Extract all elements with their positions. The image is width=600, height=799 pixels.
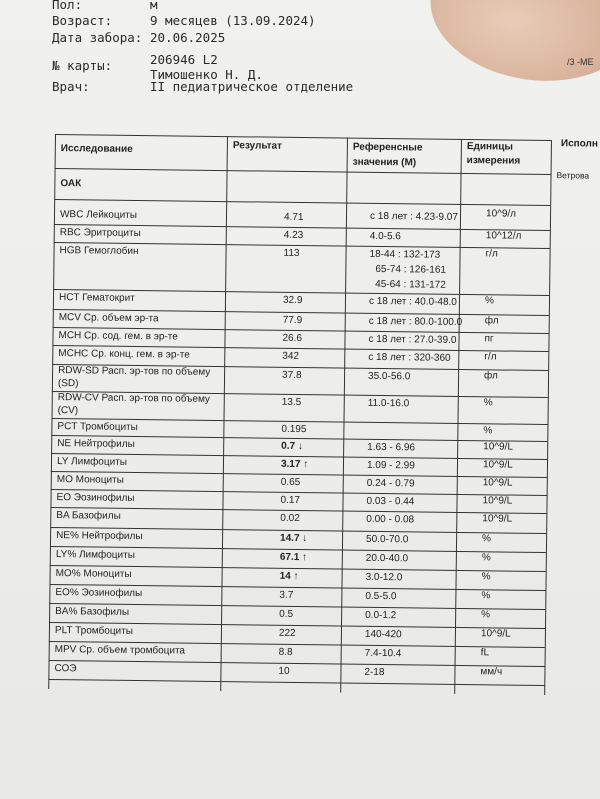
reference-range: 35.0-56.0 — [367, 370, 411, 383]
table-hline — [55, 168, 551, 175]
test-result: 0.17 — [280, 494, 301, 507]
col-header-units-2: измерения — [466, 155, 521, 167]
unit: 10^9/L — [482, 495, 513, 507]
reference-range: 0.00 - 0.08 — [366, 513, 415, 526]
unit: г/л — [484, 351, 497, 363]
test-result: 0.65 — [280, 476, 301, 489]
reference-range: 11.0-16.0 — [367, 397, 410, 410]
reference-range: с 18 лет : 320-360 — [368, 351, 451, 364]
card-number-value: 206946 L2 — [150, 52, 218, 67]
test-result: 4.71 — [283, 211, 304, 224]
test-result: 77.9 — [282, 314, 303, 327]
reference-range: 0.03 - 0.44 — [366, 495, 415, 508]
reference-range: 7.4-10.4 — [364, 647, 402, 660]
test-name: RBC Эритроциты — [59, 227, 141, 240]
unit: фл — [484, 315, 499, 327]
reference-range: с 18 лет : 80.0-100.0 — [368, 315, 463, 328]
unit: fL — [480, 647, 490, 659]
reference-range: 1.09 - 2.99 — [366, 459, 415, 472]
unit: % — [483, 397, 493, 409]
reference-range: 0.5-5.0 — [365, 590, 397, 603]
test-result: 14.7 ↓ — [280, 532, 308, 545]
test-result: 0.5 — [279, 608, 294, 620]
unit: 10^9/L — [482, 513, 513, 525]
test-name: MCHC Ср. конц. гем. в эр-те — [58, 348, 190, 361]
table-vline — [220, 136, 228, 691]
reference-range: 0.24 - 0.79 — [366, 477, 415, 490]
cut-off-header-text: /3 -МЕ — [567, 57, 594, 67]
col-header-result: Результат — [232, 140, 283, 152]
test-name: LY% Лимфоциты — [55, 549, 135, 562]
age-value: 9 месяцев (13.09.2024) — [150, 13, 316, 28]
reference-range: 4.0-5.6 — [369, 230, 401, 243]
table-vline — [544, 140, 552, 695]
unit: 10^9/л — [485, 208, 517, 220]
test-result: 8.8 — [278, 646, 293, 658]
reference-range: 20.0-40.0 — [365, 552, 409, 565]
reference-range: 1.63 - 6.96 — [367, 441, 416, 454]
finger-photo-artifact — [421, 0, 600, 94]
test-name: HCT Гематокрит — [58, 292, 135, 304]
test-result: 67.1 ↑ — [279, 551, 308, 564]
test-result: 0.195 — [281, 423, 307, 436]
unit: % — [484, 295, 494, 307]
test-result: 3.7 — [279, 589, 294, 601]
reference-range: 45-64 : 131-172 — [375, 278, 446, 291]
results-table — [48, 134, 600, 696]
unit: мм/ч — [480, 666, 503, 678]
test-result: 0.7 ↓ — [281, 440, 303, 453]
reference-range: 50.0-70.0 — [366, 533, 409, 546]
test-name: WBC Лейкоциты — [59, 209, 138, 222]
unit: % — [481, 552, 491, 564]
test-result: 113 — [283, 247, 300, 259]
test-name: MO% Моноциты — [55, 568, 132, 580]
test-result: 10 — [278, 665, 290, 677]
table-vline — [340, 138, 348, 693]
test-name: MPV Ср. объем тромбоцита — [54, 644, 186, 657]
test-result: 32.9 — [282, 294, 303, 307]
test-name-cont: (SD) — [57, 378, 79, 390]
performer-value: Ветрова — [556, 170, 590, 181]
unit: % — [481, 590, 491, 602]
reference-range: 2-18 — [364, 666, 385, 679]
test-result: 26.6 — [282, 332, 303, 345]
test-name: СОЭ — [54, 663, 77, 675]
test-result: 222 — [278, 627, 296, 639]
department: II педиатрическое отделение — [150, 79, 354, 94]
unit: 10^9/L — [482, 477, 513, 489]
test-result: 37.8 — [282, 369, 302, 382]
sex-label: Пол: — [52, 0, 83, 12]
doctor-name: Тимошенко Н. Д. — [150, 67, 263, 82]
unit: % — [481, 609, 491, 621]
reference-range: 3.0-12.0 — [365, 571, 403, 584]
reference-range: с 18 лет : 40.0-48.0 — [368, 295, 457, 308]
test-result: 3.17 ↑ — [280, 458, 309, 471]
table-hline — [49, 660, 545, 667]
test-result: 342 — [282, 350, 300, 362]
reference-range: с 18 лет : 27.0-39.0 — [368, 333, 457, 346]
test-result: 4.23 — [283, 229, 304, 242]
age-label: Возраст: — [52, 13, 113, 28]
test-name-cont: (CV) — [57, 405, 79, 417]
test-name: MCV Ср. объем эр-та — [58, 312, 159, 325]
unit: фл — [484, 370, 498, 382]
test-name: BA Базофилы — [56, 510, 121, 522]
unit: 10^12/л — [485, 230, 522, 242]
collection-date-label: Дата забора: — [52, 30, 143, 45]
unit: % — [483, 425, 493, 437]
unit: 10^9/L — [482, 459, 513, 471]
test-name: EO Эозинофилы — [56, 492, 135, 504]
test-name: EO% Эозинофилы — [55, 587, 143, 600]
test-result: 0.02 — [280, 512, 300, 525]
test-name: MO Моноциты — [56, 474, 124, 486]
reference-range: 140-420 — [364, 628, 402, 641]
test-name: MCH Ср. сод. гем. в эр-те — [58, 330, 178, 343]
sex-value: м — [150, 0, 158, 12]
test-result: 14 ↑ — [279, 570, 299, 583]
section-title: ОАК — [60, 178, 82, 190]
test-name: BA% Базофилы — [55, 606, 130, 618]
col-header-reference-2: значения (М) — [352, 156, 417, 169]
test-name: NE Нейтрофилы — [57, 438, 135, 450]
col-header-test: Исследование — [60, 143, 133, 155]
unit: г/л — [485, 248, 498, 260]
col-header-performer: Исполн — [560, 138, 599, 150]
table-hline — [54, 199, 550, 206]
collection-date-value: 20.06.2025 — [150, 30, 226, 45]
reference-range: 65-74 : 126-161 — [375, 263, 447, 276]
test-name: HGB Гемоглобин — [59, 245, 139, 258]
unit: % — [481, 571, 491, 583]
card-number-label: № карты: — [52, 58, 113, 73]
unit: % — [482, 533, 492, 545]
reference-range: 0.0-1.2 — [365, 609, 397, 622]
test-name: RDW-CV Расп. эр-тов по объему — [57, 392, 211, 405]
table-hline — [48, 679, 544, 686]
unit: 10^9/L — [483, 441, 513, 453]
col-header-units-1: Единицы — [466, 141, 513, 153]
test-result: 13.5 — [281, 396, 302, 409]
unit: 10^9/L — [480, 628, 511, 640]
test-name: PLT Тромбоциты — [54, 625, 133, 637]
test-name: PCT Тромбоциты — [57, 421, 138, 434]
reference-range: 18-44 : 132-173 — [369, 248, 441, 261]
reference-range: с 18 лет : 4.23-9.07 — [369, 210, 458, 223]
col-header-reference-1: Референсные — [352, 141, 423, 154]
test-name: NE% Нейтрофилы — [56, 530, 143, 543]
test-name: LY Лимфоциты — [56, 456, 128, 468]
unit: пг — [484, 333, 494, 345]
test-name: RDW-SD Расп. эр-тов по объему — [58, 365, 211, 378]
doctor-label: Врач: — [52, 79, 90, 94]
table-hline — [55, 134, 551, 141]
